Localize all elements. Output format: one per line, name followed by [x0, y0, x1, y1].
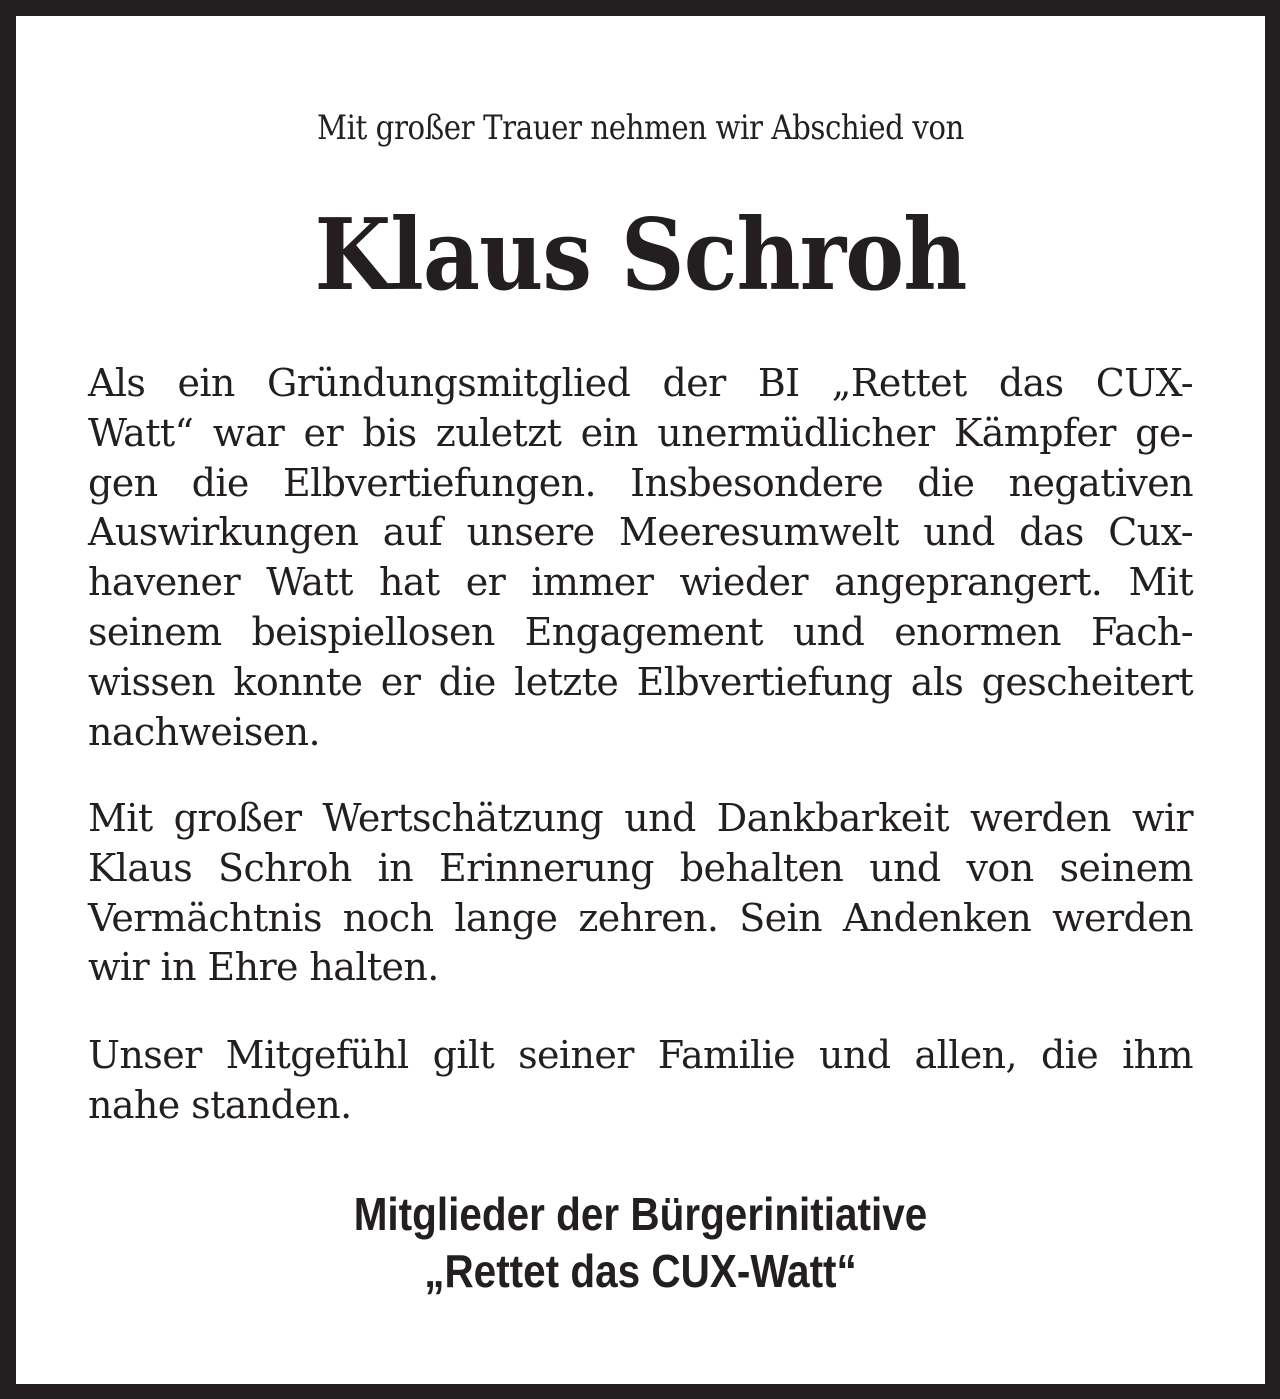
obituary-notice	[16, 16, 1265, 1384]
text-line: Als ein Gründungsmitglied der BI „Rettet das CUX-	[88, 361, 1193, 405]
text-line: nachweisen.	[88, 709, 320, 754]
paragraph-tribute	[88, 359, 1193, 757]
text-line: Unser Mitgefühl gilt seiner Familie und allen, die ihm	[88, 1033, 1193, 1077]
text-line: wissen konnte er die letzte Elbvertiefung als gescheitert	[88, 659, 1193, 704]
text-line: wir in Ehre halten.	[88, 945, 439, 990]
signature-line-1: Mitglieder der Bürgerinitiative	[353, 1188, 928, 1240]
text-line: gen die Elbvertiefungen. Insbesondere die negativen	[88, 460, 1193, 505]
signature-line-2: „Rettet das CUX-Watt“	[424, 1245, 857, 1297]
text-line: nahe standen.	[88, 1082, 352, 1127]
text-line: Mit großer Wertschätzung und Dankbarkeit werden wir	[88, 796, 1193, 840]
paragraph-condolence	[88, 1031, 1193, 1131]
signature	[91, 1186, 1190, 1300]
paragraph-gratitude	[88, 794, 1193, 993]
deceased-name: Klaus Schroh	[314, 198, 967, 313]
intro-line: Mit großer Trauer nehmen wir Abschied von	[317, 108, 964, 148]
text-line: Watt“ war er bis zuletzt ein unermüdlicher Kämpfer ge-	[88, 410, 1193, 455]
text-line: seinem beispiellosen Engagement und enormen Fach-	[88, 609, 1193, 654]
text-line: havener Watt hat er immer wieder angeprangert. Mit	[88, 560, 1193, 605]
text-line: Vermächtnis noch lange zehren. Sein Andenken werden	[88, 895, 1193, 940]
text-line: Auswirkungen auf unsere Meeresumwelt und das Cux-	[88, 510, 1193, 555]
text-line: Klaus Schroh in Erinnerung behalten und von seinem	[88, 845, 1193, 890]
